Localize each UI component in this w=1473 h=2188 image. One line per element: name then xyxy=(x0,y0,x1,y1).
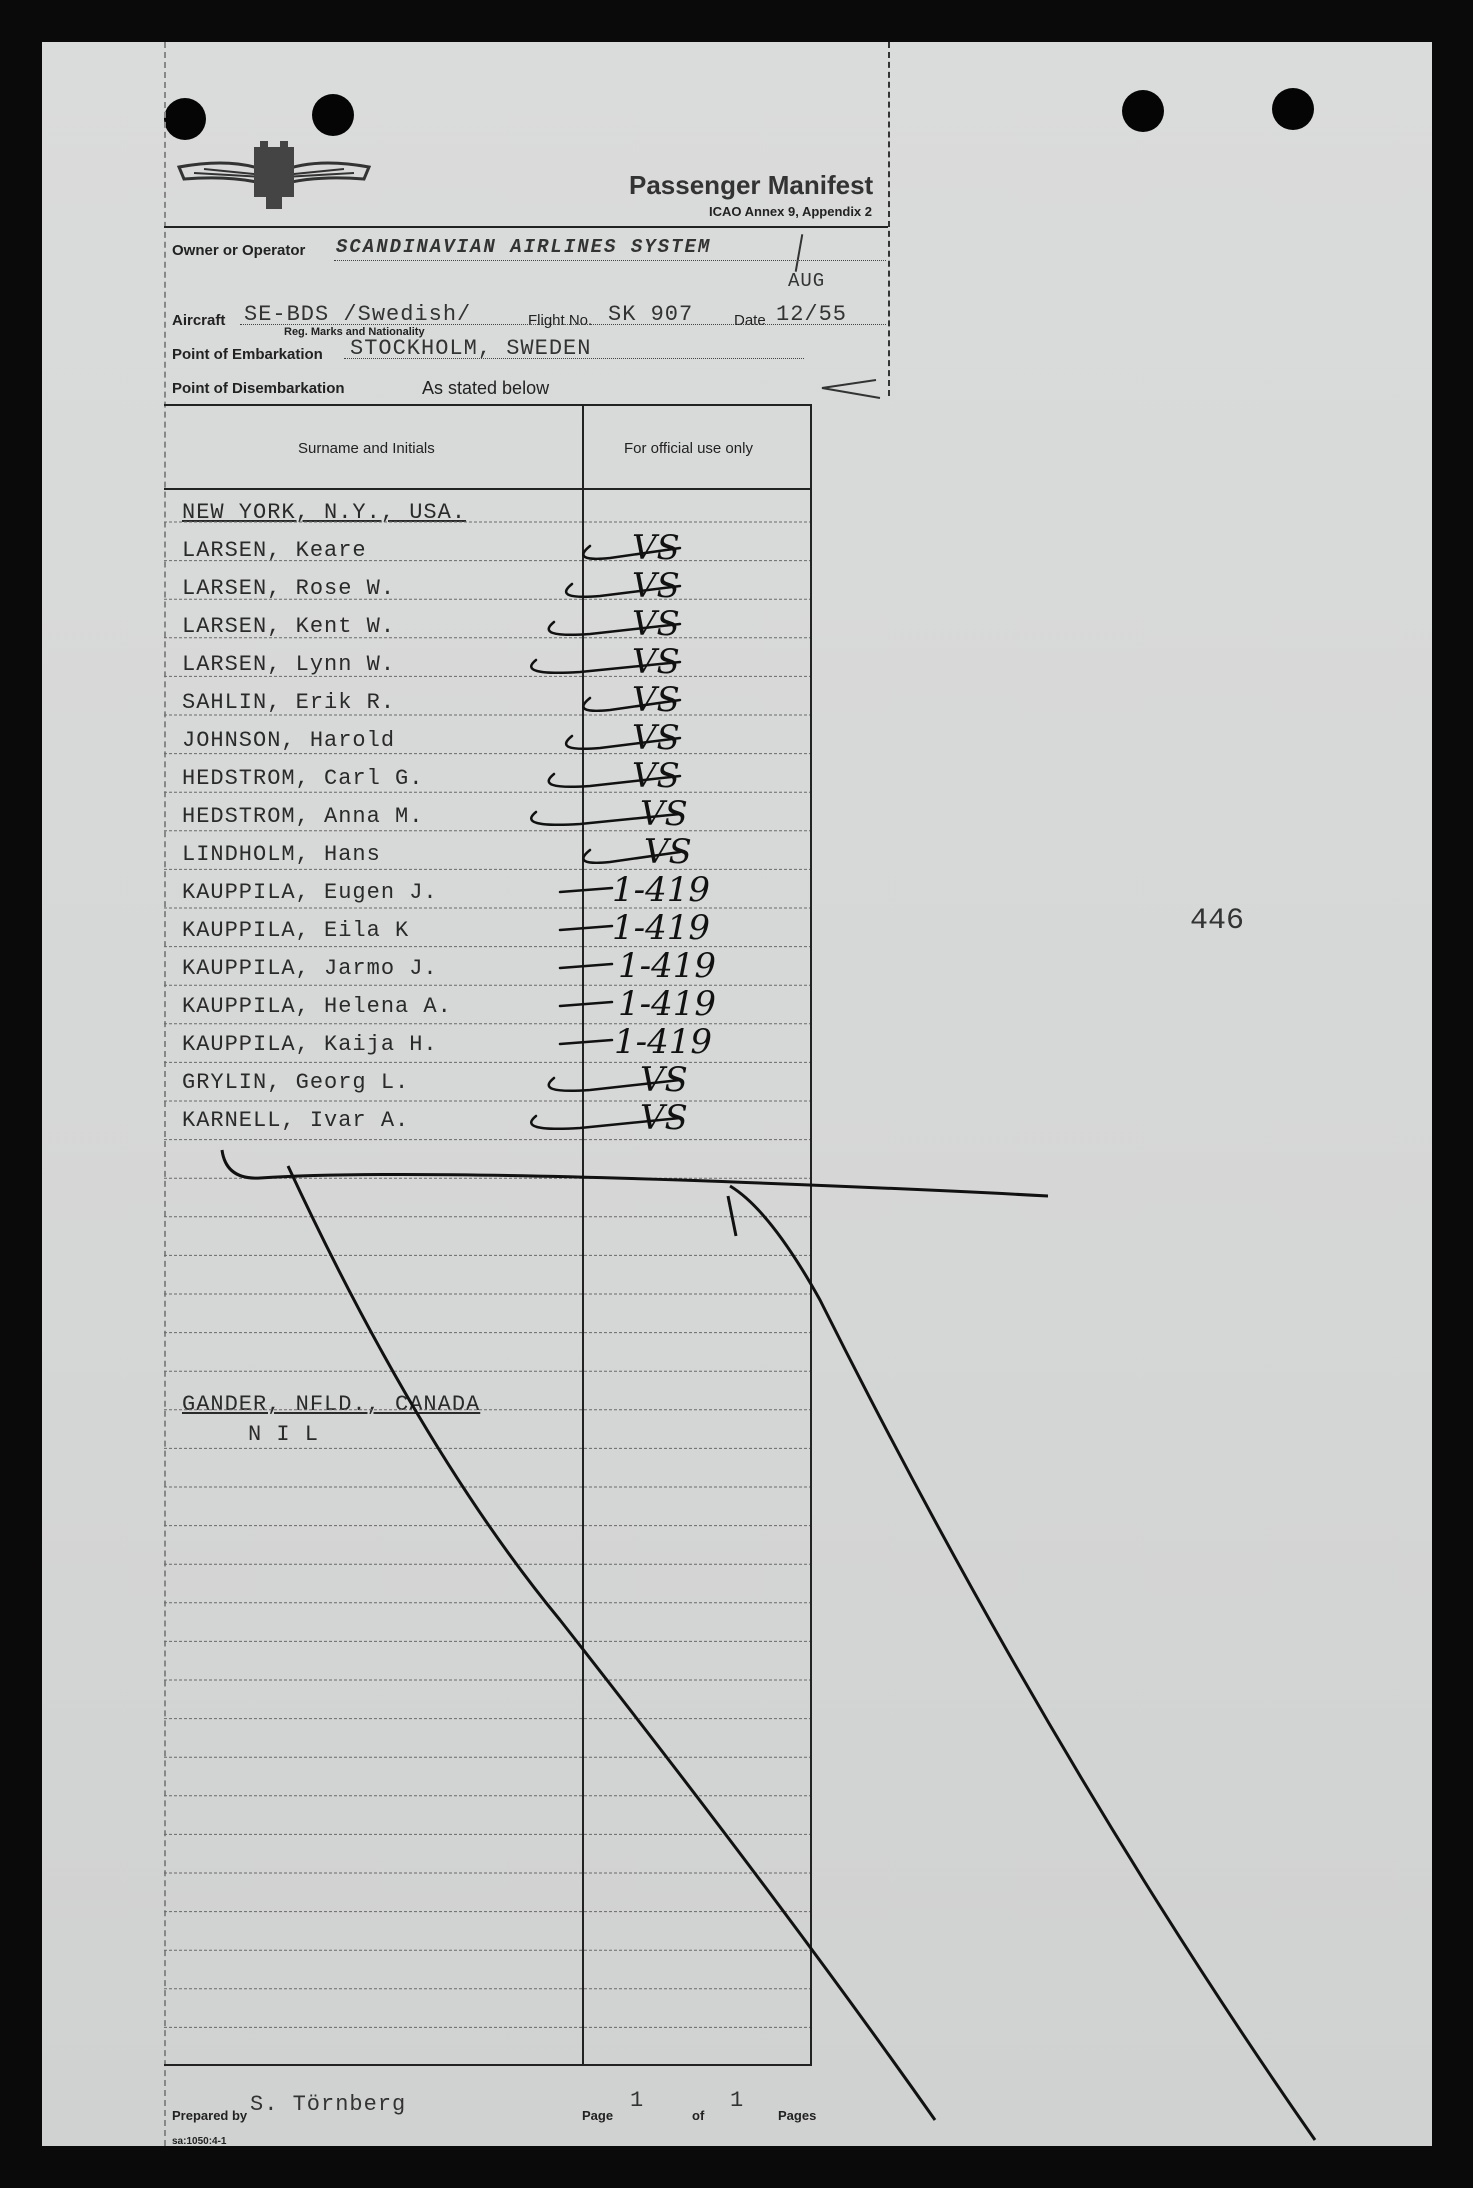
pen-stroke xyxy=(730,1186,1315,2140)
passenger-name: LARSEN, Kent W. xyxy=(182,614,396,639)
check-mark xyxy=(549,622,680,635)
of-value: 1 xyxy=(730,2088,745,2113)
of-label: of xyxy=(692,2108,705,2123)
date-value: 12/55 xyxy=(776,302,848,327)
official-mark: 1-419 xyxy=(618,946,717,986)
owner-label: Owner or Operator xyxy=(172,242,306,259)
check-mark xyxy=(583,698,680,711)
official-mark: 1-419 xyxy=(612,908,711,948)
official-mark: VS xyxy=(632,604,680,644)
official-mark: VS xyxy=(640,1098,688,1138)
passenger-name: HEDSTROM, Anna M. xyxy=(182,804,424,829)
passenger-name: SAHLIN, Erik R. xyxy=(182,690,396,715)
aircraft-label: Aircraft xyxy=(172,312,226,329)
passenger-name: GRYLIN, Georg L. xyxy=(182,1070,410,1095)
disembark-label: Point of Disembarkation xyxy=(172,380,345,397)
check-mark xyxy=(566,736,680,749)
pen-stroke xyxy=(288,1166,935,2120)
aircraft-value: SE-BDS /Swedish/ xyxy=(244,302,472,327)
embark-label: Point of Embarkation xyxy=(172,346,323,363)
nil-note: N I L xyxy=(248,1422,320,1447)
passenger-name: LARSEN, Lynn W. xyxy=(182,652,396,677)
passenger-name: KAUPPILA, Jarmo J. xyxy=(182,956,438,981)
official-mark: VS xyxy=(632,528,680,568)
pen-stroke xyxy=(728,1196,736,1236)
owner-value: SCANDINAVIAN AIRLINES SYSTEM xyxy=(336,236,712,258)
date-month: AUG xyxy=(788,270,826,292)
passenger-name: KAUPPILA, Kaija H. xyxy=(182,1032,438,1057)
destination-heading: GANDER, NFLD., CANADA xyxy=(182,1392,481,1417)
form-title: Passenger Manifest xyxy=(629,170,874,200)
pen-stroke xyxy=(822,380,880,398)
form-subtitle: ICAO Annex 9, Appendix 2 xyxy=(709,204,873,219)
official-mark: VS xyxy=(640,794,688,834)
official-mark: VS xyxy=(632,718,680,758)
check-mark xyxy=(560,1002,612,1006)
check-mark xyxy=(560,926,612,930)
passenger-name: KARNELL, Ivar A. xyxy=(182,1108,410,1133)
official-mark: VS xyxy=(632,566,680,606)
flight-value: SK 907 xyxy=(608,302,694,327)
embark-value: STOCKHOLM, SWEDEN xyxy=(350,336,592,361)
official-mark: 1-419 xyxy=(612,870,711,910)
passenger-name: JOHNSON, Harold xyxy=(182,728,396,753)
check-mark xyxy=(560,888,612,892)
check-mark xyxy=(531,812,680,825)
pen-stroke xyxy=(222,1150,1048,1196)
page-value: 1 xyxy=(630,2088,645,2113)
form-code: sa:1050:4-1 xyxy=(172,2136,227,2147)
date-label: Date xyxy=(734,312,766,329)
margin-note: 446 xyxy=(1190,904,1245,938)
official-mark: VS xyxy=(644,832,692,872)
pages-label: Pages xyxy=(778,2108,817,2123)
official-mark: 1-419 xyxy=(614,1022,713,1062)
check-mark xyxy=(549,1078,680,1091)
check-mark xyxy=(583,850,680,863)
check-mark xyxy=(560,1040,612,1044)
col-header-official: For official use only xyxy=(624,440,753,457)
passenger-name: LARSEN, Keare xyxy=(182,538,367,563)
check-mark xyxy=(560,964,612,968)
passenger-name: HEDSTROM, Carl G. xyxy=(182,766,424,791)
check-mark xyxy=(531,660,680,673)
prepared-value: S. Törnberg xyxy=(250,2092,407,2117)
check-mark xyxy=(531,1116,680,1129)
check-mark xyxy=(549,774,680,787)
reg-note: Reg. Marks and Nationality xyxy=(284,326,425,338)
col-header-name: Surname and Initials xyxy=(298,440,435,457)
passenger-name: KAUPPILA, Eugen J. xyxy=(182,880,438,905)
destination-heading: NEW YORK, N.Y., USA. xyxy=(182,500,467,525)
check-mark xyxy=(566,584,680,597)
flight-label: Flight No. xyxy=(528,312,593,329)
page-label: Page xyxy=(582,2108,614,2123)
passenger-name: KAUPPILA, Eila K xyxy=(182,918,410,943)
official-mark: VS xyxy=(632,642,680,682)
official-mark: VS xyxy=(632,756,680,796)
check-mark xyxy=(583,546,680,559)
official-mark: VS xyxy=(632,680,680,720)
official-mark: 1-419 xyxy=(618,984,717,1024)
official-mark: VS xyxy=(640,1060,688,1100)
passenger-name: LINDHOLM, Hans xyxy=(182,842,381,867)
passenger-name: LARSEN, Rose W. xyxy=(182,576,396,601)
passenger-name: KAUPPILA, Helena A. xyxy=(182,994,452,1019)
prepared-label: Prepared by xyxy=(172,2108,248,2123)
disembark-value: As stated below xyxy=(422,378,550,398)
